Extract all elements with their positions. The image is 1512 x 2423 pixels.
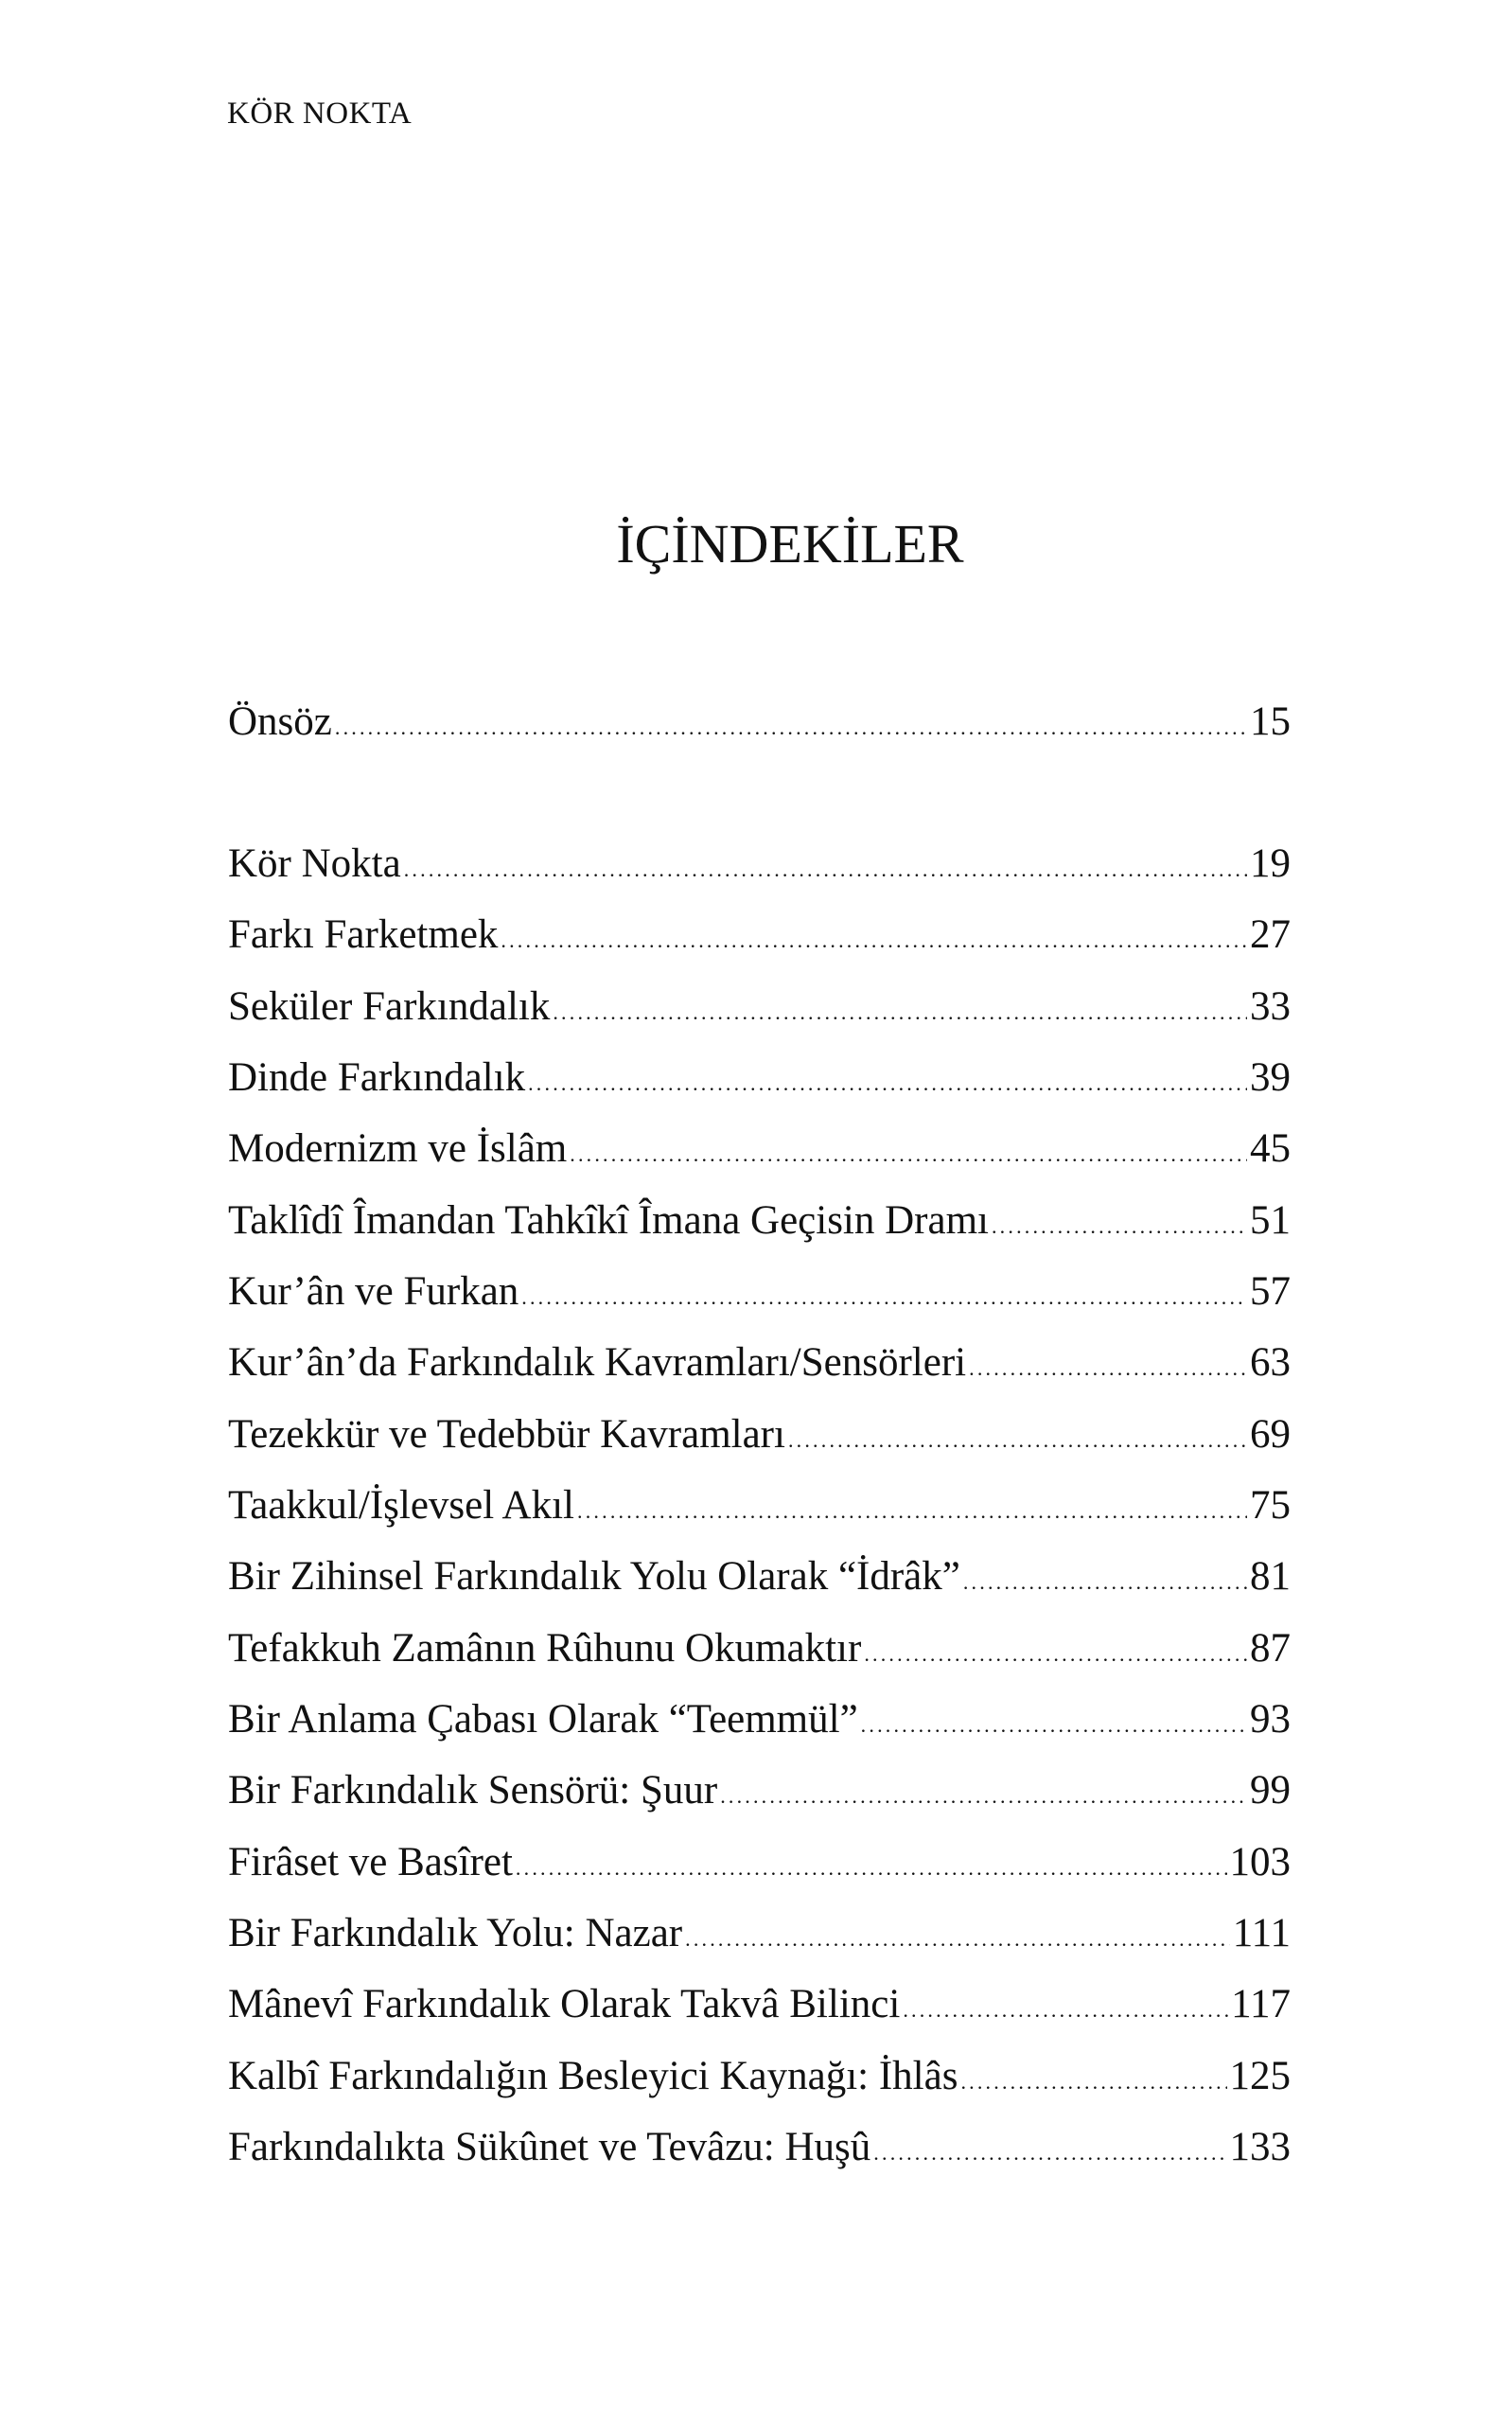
toc-entry-page: 69	[1250, 1412, 1291, 1457]
dot-leader	[861, 1699, 1247, 1752]
toc-entry-preface[interactable]	[228, 696, 1291, 749]
toc-entry-page: 99	[1250, 1768, 1291, 1813]
toc-entry-label: Kur’ân’da Farkındalık Kavramları/Sensörleri	[228, 1340, 967, 1385]
dot-leader	[992, 1200, 1247, 1253]
toc-entry[interactable]	[228, 981, 1291, 1034]
toc-entry-page: 133	[1229, 2125, 1291, 2169]
toc-entry-label: Bir Farkındalık Yolu: Nazar	[228, 1911, 683, 1955]
toc-entry-page: 117	[1231, 1982, 1291, 2026]
toc-entry-label: Modernizm ve İslâm	[228, 1126, 568, 1171]
toc-entry-label: Seküler Farkındalık	[228, 984, 551, 1029]
dot-leader	[335, 701, 1247, 754]
toc-entry-page: 125	[1229, 2054, 1291, 2098]
toc-entry-label: Kur’ân ve Furkan	[228, 1269, 519, 1314]
dot-leader	[521, 1271, 1247, 1324]
dot-leader	[903, 1984, 1228, 2037]
toc-entry-page: 15	[1250, 699, 1291, 744]
dot-leader	[553, 986, 1247, 1039]
toc-entry-label: Mânevî Farkındalık Olarak Takvâ Bilinci	[228, 1982, 901, 2026]
toc-entry-page: 27	[1250, 912, 1291, 957]
toc-entry-label: Taklîdî Îmandan Tahkîkî Îmana Geçisin Dramı	[228, 1198, 989, 1243]
dot-leader	[969, 1342, 1247, 1395]
dot-leader	[960, 2056, 1226, 2109]
toc-entry-page: 75	[1250, 1483, 1291, 1528]
toc-entry[interactable]	[228, 909, 1291, 962]
running-head: KÖR NOKTA	[227, 97, 413, 131]
toc-entry-page: 63	[1250, 1340, 1291, 1385]
dot-leader	[864, 1628, 1247, 1681]
dot-leader	[963, 1556, 1247, 1609]
toc-entry[interactable]	[228, 1764, 1291, 1817]
toc-entry-page: 57	[1250, 1269, 1291, 1314]
toc-entry[interactable]	[228, 1907, 1291, 1960]
toc-entry-page: 51	[1250, 1198, 1291, 1243]
dot-leader	[685, 1913, 1230, 1966]
toc-entry-label: Firâset ve Basîret	[228, 1840, 513, 1884]
toc-entry[interactable]	[228, 1693, 1291, 1746]
toc-entry-page: 93	[1250, 1697, 1291, 1742]
toc-entry-label: Bir Zihinsel Farkındalık Yolu Olarak “İdrâk”	[228, 1554, 960, 1599]
dot-leader	[873, 2127, 1226, 2180]
toc-entry[interactable]	[228, 1836, 1291, 1889]
toc-entry[interactable]	[228, 1336, 1291, 1389]
toc-entry[interactable]	[228, 2050, 1291, 2103]
toc-entry-label: Farkındalıkta Sükûnet ve Tevâzu: Huşû	[228, 2125, 871, 2169]
toc-entry-label: Tezekkür ve Tedebbür Kavramları	[228, 1412, 785, 1457]
dot-leader	[570, 1128, 1247, 1181]
dot-leader	[516, 1842, 1227, 1895]
dot-leader	[528, 1057, 1247, 1110]
toc-entry-page: 103	[1229, 1840, 1291, 1884]
toc-entry[interactable]	[228, 1622, 1291, 1675]
toc-entry-label: Kalbî Farkındalığın Besleyici Kaynağı: İhlâs	[228, 2054, 958, 2098]
toc-entry[interactable]	[228, 1194, 1291, 1247]
toc-entry-label: Tefakkuh Zamânın Rûhunu Okumaktır	[228, 1626, 862, 1671]
toc-entry[interactable]	[228, 1265, 1291, 1318]
toc-entry-label: Önsöz	[228, 699, 332, 744]
toc-entry[interactable]	[228, 1479, 1291, 1532]
toc-entry-label: Taakkul/İşlevsel Akıl	[228, 1483, 575, 1528]
toc-entry-label: Farkı Farketmek	[228, 912, 499, 957]
toc-entry[interactable]	[228, 1052, 1291, 1105]
toc-entry-page: 111	[1232, 1911, 1291, 1955]
toc-entry-page: 87	[1250, 1626, 1291, 1671]
toc-entry-label: Bir Anlama Çabası Olarak “Teemmül”	[228, 1697, 858, 1742]
toc-entry-page: 39	[1250, 1055, 1291, 1100]
toc-entry-label: Kör Nokta	[228, 841, 401, 886]
toc-entry[interactable]	[228, 2121, 1291, 2174]
toc-entry-page: 45	[1250, 1126, 1291, 1171]
toc-entry[interactable]	[228, 1978, 1291, 2031]
toc-entry[interactable]	[228, 1408, 1291, 1461]
toc-entry[interactable]	[228, 1123, 1291, 1176]
toc-entry[interactable]	[228, 1550, 1291, 1603]
dot-leader	[404, 843, 1247, 896]
toc-entry-label: Bir Farkındalık Sensörü: Şuur	[228, 1768, 718, 1813]
dot-leader	[501, 914, 1247, 967]
toc-entry[interactable]	[228, 838, 1291, 891]
dot-leader	[577, 1485, 1247, 1538]
dot-leader	[788, 1414, 1247, 1467]
toc-entry-page: 19	[1250, 841, 1291, 886]
page-title: İÇİNDEKİLER	[616, 513, 964, 575]
toc-entry-page: 33	[1250, 984, 1291, 1029]
toc-entry-page: 81	[1250, 1554, 1291, 1599]
toc-entry-label: Dinde Farkındalık	[228, 1055, 526, 1100]
dot-leader	[720, 1770, 1247, 1823]
